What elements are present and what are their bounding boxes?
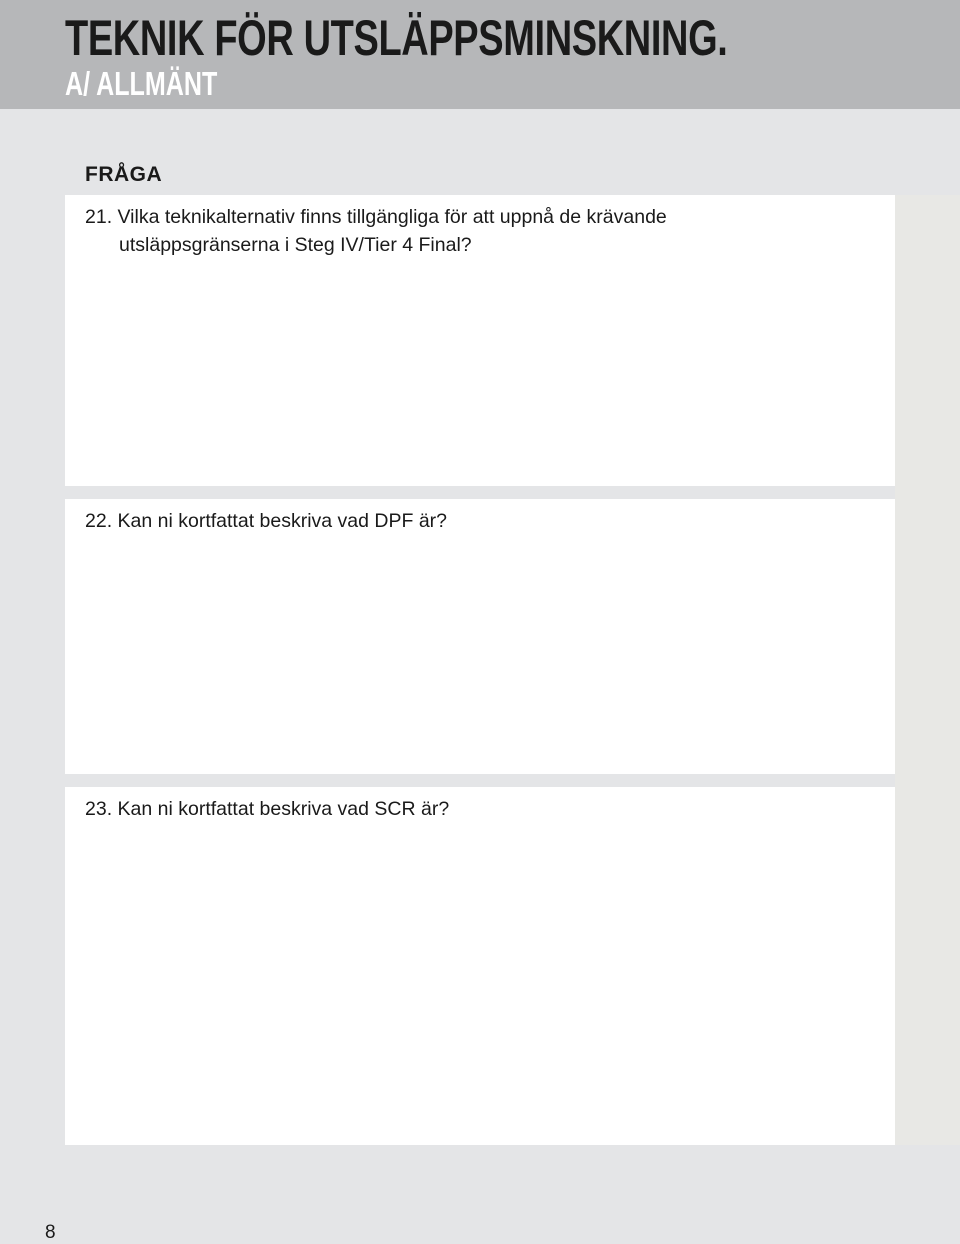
question-number: 22. <box>85 510 113 532</box>
page-header <box>0 0 960 109</box>
question-21 <box>85 203 667 259</box>
right-margin-strip <box>895 195 960 1145</box>
question-23 <box>85 795 449 823</box>
page-number: 8 <box>45 1222 56 1243</box>
question-22 <box>85 507 447 535</box>
page-title: TEKNIK FÖR UTSLÄPPSMINSKNING. <box>65 10 728 66</box>
question-number: 23. <box>85 798 113 820</box>
answer-box-23[interactable] <box>65 787 895 1145</box>
question-number: 21. <box>85 206 113 228</box>
answer-box-21[interactable] <box>65 195 895 486</box>
question-text-continued: utsläppsgränserna i Steg IV/Tier 4 Final? <box>119 234 472 256</box>
question-text: Kan ni kortfattat beskriva vad SCR är? <box>117 798 450 820</box>
page-subtitle: A/ ALLMÄNT <box>65 65 218 102</box>
question-text: Vilka teknikalternativ finns tillgängliga för att uppnå de krävande <box>117 206 667 228</box>
section-label: FRÅGA <box>85 163 163 186</box>
answer-box-22[interactable] <box>65 499 895 774</box>
question-text: Kan ni kortfattat beskriva vad DPF är? <box>117 510 448 532</box>
